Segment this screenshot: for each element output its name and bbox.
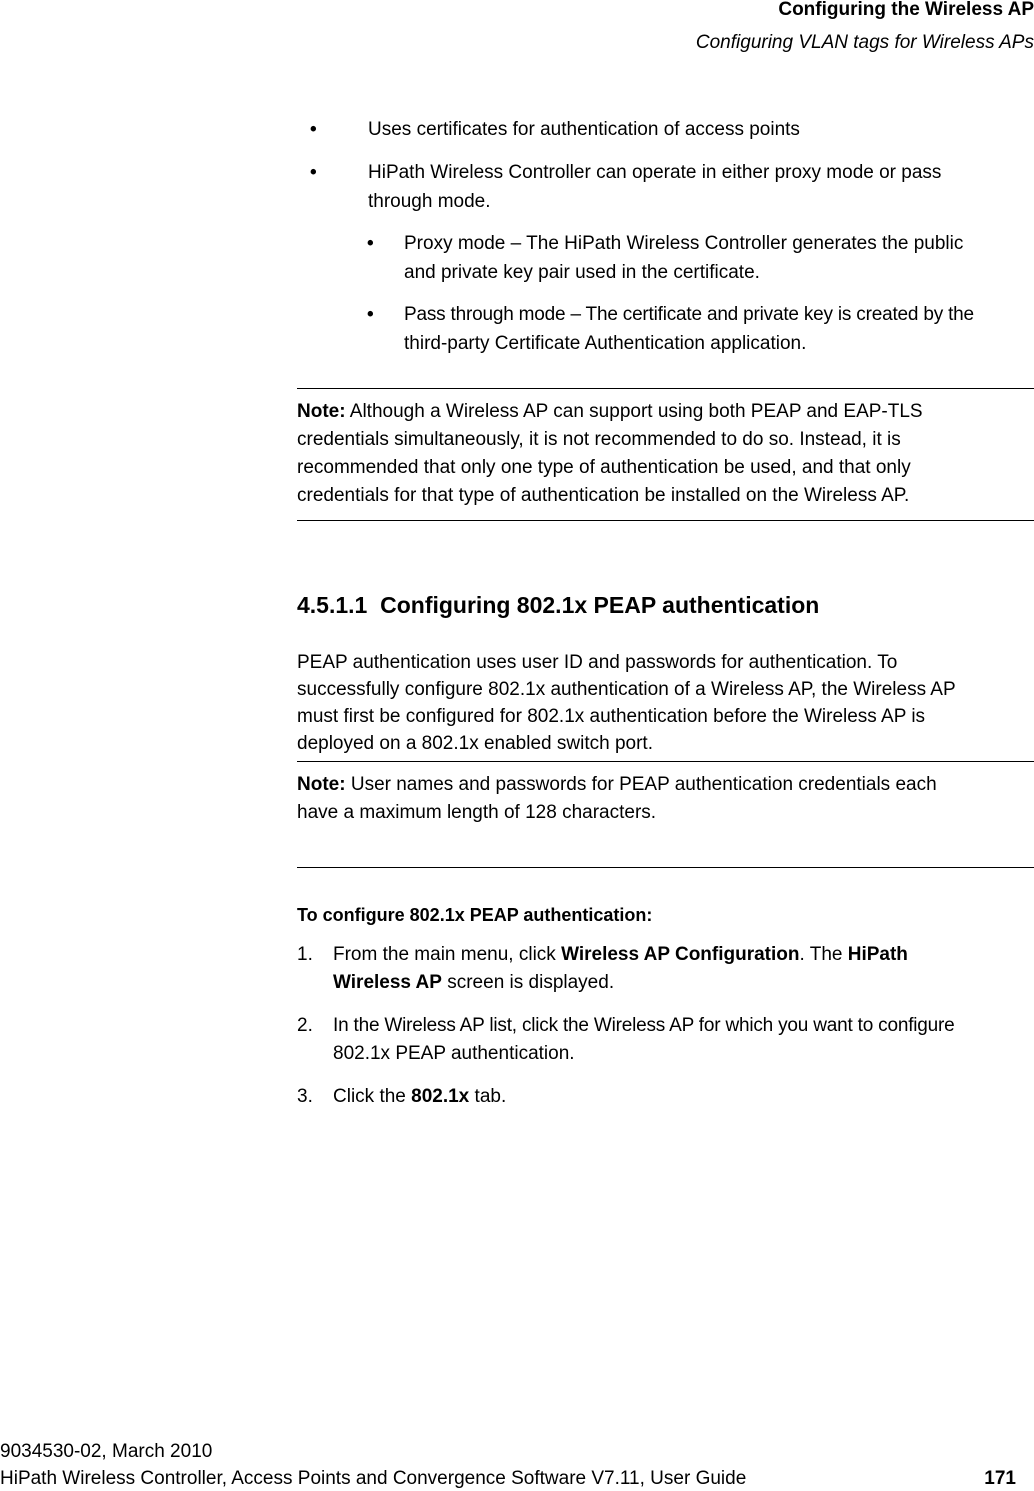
paragraph-line: PEAP authentication uses user ID and passwords for authentication. To — [297, 652, 898, 673]
bullet-marker: • — [367, 304, 374, 325]
step-text-line: Click the 802.1x tab. — [333, 1086, 507, 1107]
sub-bullet-item — [0, 300, 1034, 360]
step-text-line: In the Wireless AP list, click the Wireless AP for which you want to configure — [333, 1015, 955, 1036]
screen-name-reference: HiPath — [847, 944, 908, 965]
note-line: credentials for that type of authentication be installed on the Wireless AP. — [297, 485, 910, 506]
note-divider-top — [297, 761, 1034, 762]
bullet-marker: • — [310, 162, 317, 183]
bullet-text-line: Proxy mode – The HiPath Wireless Controller generates the public — [404, 233, 964, 254]
procedure-step — [297, 941, 1034, 999]
chapter-title: Configuring the Wireless AP — [778, 0, 1034, 20]
note-divider-top — [297, 388, 1034, 389]
bullet-item — [0, 115, 1034, 145]
tab-name-reference: 802.1x — [411, 1086, 470, 1107]
bullet-text-line: and private key pair used in the certificate. — [404, 262, 760, 283]
bullet-item — [0, 158, 1034, 218]
step-number: 1. — [297, 944, 313, 965]
menu-item-reference: Wireless AP Configuration — [561, 944, 800, 965]
bullet-text-line: third-party Certificate Authentication application. — [404, 333, 807, 354]
footer-guide-title: HiPath Wireless Controller, Access Points and Convergence Software V7.11, User Guide — [0, 1468, 747, 1489]
procedure-step — [297, 1083, 1034, 1113]
step-text-line: Wireless AP screen is displayed. — [333, 972, 615, 993]
step-text-line: 802.1x PEAP authentication. — [333, 1043, 575, 1064]
step-text-line: From the main menu, click Wireless AP Configuration. The HiPath — [333, 944, 908, 965]
note-line: Note: User names and passwords for PEAP authentication credentials each — [297, 774, 937, 795]
note-line: Note: Although a Wireless AP can support using both PEAP and EAP-TLS — [297, 401, 923, 422]
paragraph-line: must first be configured for 802.1x authentication before the Wireless AP is — [297, 706, 926, 727]
section-heading — [297, 592, 819, 619]
bullet-text-line: HiPath Wireless Controller can operate in either proxy mode or pass — [368, 162, 942, 183]
screen-name-reference: Wireless AP — [333, 972, 442, 993]
note-divider-bottom — [297, 867, 1034, 868]
bullet-text-line: through mode. — [368, 191, 491, 212]
note-label: Note: — [297, 774, 346, 795]
sub-bullet-item — [0, 229, 1034, 289]
paragraph-line: deployed on a 802.1x enabled switch port. — [297, 733, 653, 754]
note-box — [297, 771, 1034, 827]
section-title: Configuring VLAN tags for Wireless APs — [695, 32, 1034, 53]
note-line: recommended that only one type of authentication be used, and that only — [297, 457, 911, 478]
page-number: 171 — [984, 1468, 1016, 1489]
bullet-text-line: Pass through mode – The certificate and private key is created by the — [404, 304, 974, 325]
body-paragraph — [297, 649, 1034, 757]
step-number: 2. — [297, 1015, 313, 1036]
paragraph-line: successfully configure 802.1x authentication of a Wireless AP, the Wireless AP — [297, 679, 956, 700]
bullet-marker: • — [367, 233, 374, 254]
note-label: Note: — [297, 401, 346, 422]
note-divider-bottom — [297, 520, 1034, 521]
note-line: credentials simultaneously, it is not recommended to do so. Instead, it is — [297, 429, 901, 450]
bullet-text: Uses certificates for authentication of access points — [368, 119, 800, 140]
procedure-step — [297, 1012, 1034, 1070]
note-line: have a maximum length of 128 characters. — [297, 802, 657, 823]
step-number: 3. — [297, 1086, 313, 1107]
section-heading-text: Configuring 802.1x PEAP authentication — [380, 592, 820, 618]
footer-doc-id: 9034530-02, March 2010 — [0, 1441, 213, 1462]
note-box — [297, 398, 1034, 510]
procedure-heading: To configure 802.1x PEAP authentication: — [297, 905, 653, 925]
bullet-marker: • — [310, 119, 317, 140]
section-number: 4.5.1.1 — [297, 592, 368, 618]
